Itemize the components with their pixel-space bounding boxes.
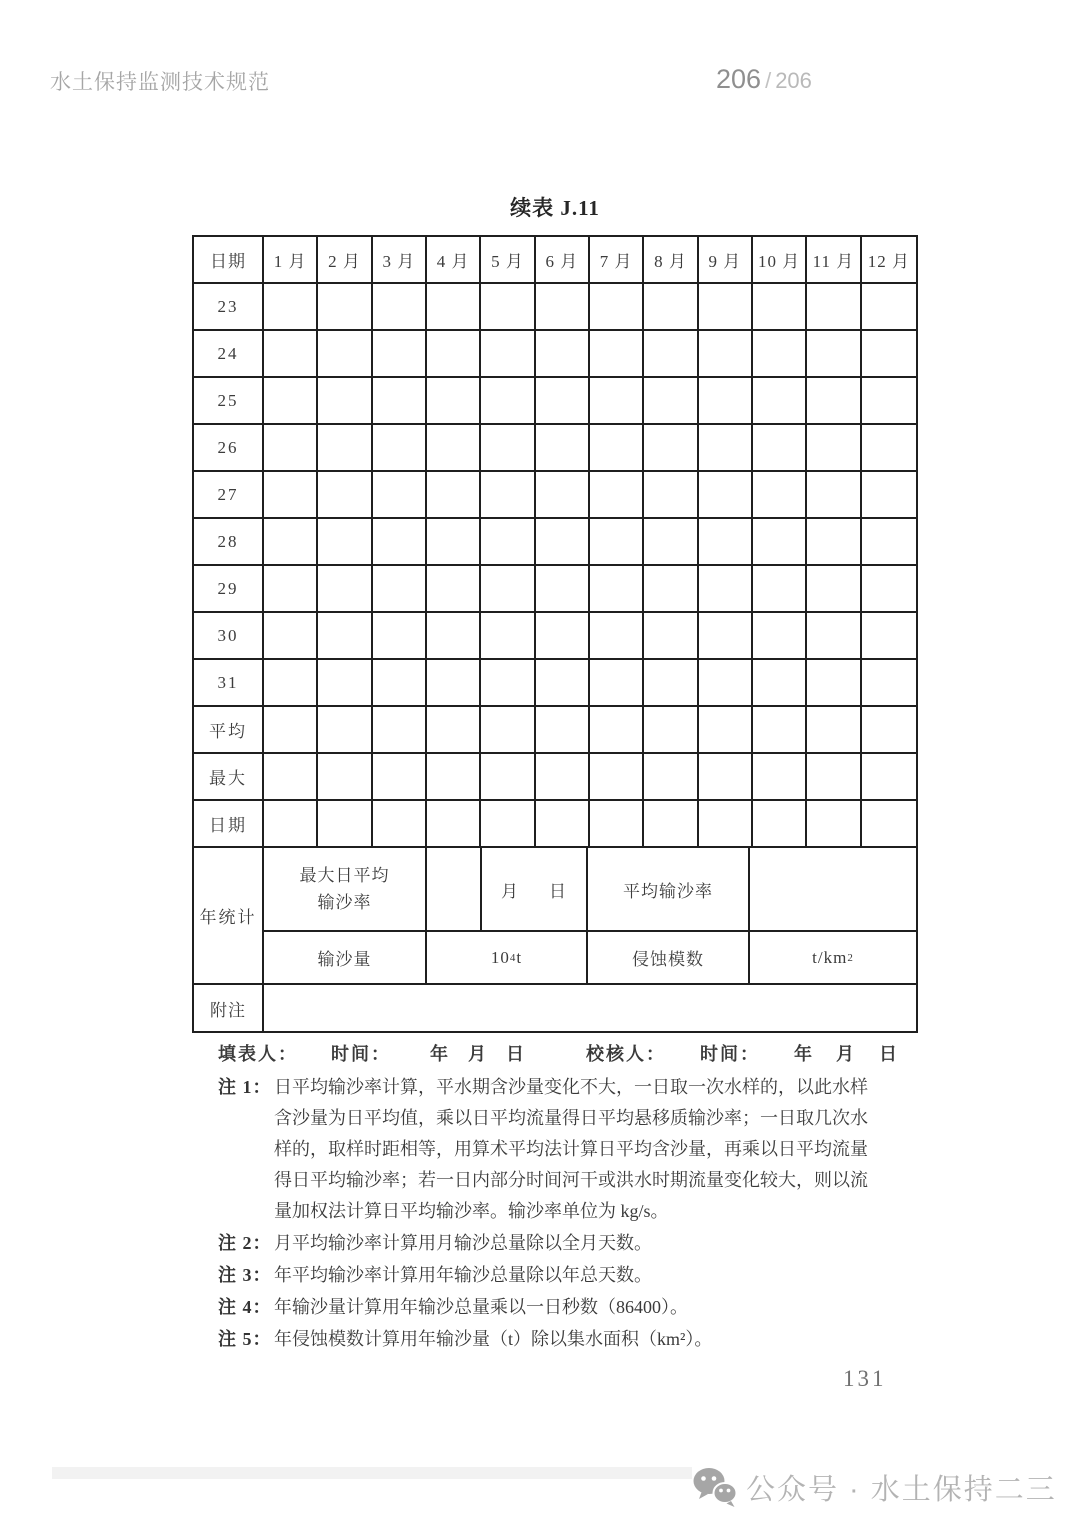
data-cell [481, 472, 535, 519]
note-label: 注 3： [218, 1265, 272, 1285]
data-cell [318, 284, 372, 331]
data-cell [699, 801, 753, 848]
data-cell [644, 284, 698, 331]
data-cell [427, 378, 481, 425]
note-item [218, 1292, 920, 1323]
data-cell [318, 519, 372, 566]
data-cell [427, 801, 481, 848]
data-cell [536, 613, 590, 660]
watermark-text: 公众号 · 水土保持二三 [746, 1473, 1057, 1506]
data-cell [481, 519, 535, 566]
data-cell [699, 754, 753, 801]
erosion-modulus-unit-cell: t/km 2 [750, 932, 916, 985]
checker-label: 校核人： [586, 1044, 666, 1064]
month-header-cell: 2 月 [318, 237, 372, 284]
data-cell [318, 331, 372, 378]
annual-stats-label-cell: 年统计 [194, 848, 264, 985]
note-line: 含沙量为日平均值，乘以日平均流量得日平均悬移质输沙率；一日取几次水 [274, 1108, 868, 1128]
check-year-label: 年 [794, 1044, 814, 1064]
data-cell [427, 707, 481, 754]
note-body [274, 1260, 652, 1291]
data-cell [264, 284, 318, 331]
data-cell [699, 472, 753, 519]
check-month-label: 月 [836, 1044, 856, 1064]
data-cell [590, 754, 644, 801]
data-cell [536, 707, 590, 754]
watermark-band [52, 1467, 692, 1479]
data-cell [318, 801, 372, 848]
sediment-unit-base: 10 [490, 947, 510, 967]
data-cell [753, 425, 807, 472]
page-indicator [716, 64, 812, 95]
data-cell [753, 519, 807, 566]
data-cell [590, 613, 644, 660]
data-cell [753, 660, 807, 707]
data-cell [644, 425, 698, 472]
note-item [218, 1260, 920, 1291]
note-body [274, 1324, 712, 1355]
data-cell [699, 613, 753, 660]
data-cell [862, 472, 916, 519]
data-cell [862, 566, 916, 613]
day-label-cell: 31 [194, 660, 264, 707]
sediment-load-label-cell: 输沙量 [264, 932, 427, 985]
page-current: 206 [716, 64, 762, 94]
watermark [692, 1466, 1057, 1508]
day-label-cell: 日期 [194, 801, 264, 848]
page-total: 206 [775, 68, 812, 93]
data-cell [862, 284, 916, 331]
data-cell [373, 331, 427, 378]
notes [218, 1072, 920, 1355]
data-cell [862, 331, 916, 378]
note-label: 注 2： [218, 1233, 272, 1253]
data-cell [536, 378, 590, 425]
data-cell [427, 566, 481, 613]
data-cell [536, 519, 590, 566]
month-header-cell: 12 月 [862, 237, 916, 284]
avg-rate-label-cell: 平均输沙率 [588, 848, 750, 932]
data-cell [644, 378, 698, 425]
data-cell [862, 613, 916, 660]
data-cell [318, 660, 372, 707]
month-header-cell: 8 月 [644, 237, 698, 284]
data-cell [536, 425, 590, 472]
data-cell [862, 378, 916, 425]
data-cell [807, 801, 861, 848]
note-label: 注 5： [218, 1329, 272, 1349]
data-cell [318, 707, 372, 754]
remark-grid [194, 985, 916, 1031]
max-daily-rate-line2: 输沙率 [317, 893, 372, 912]
data-cell [753, 331, 807, 378]
data-cell [373, 754, 427, 801]
month-header-cell: 1 月 [264, 237, 318, 284]
data-cell [318, 425, 372, 472]
day-label-cell: 24 [194, 331, 264, 378]
data-cell [318, 566, 372, 613]
data-cell [699, 519, 753, 566]
data-cell [862, 425, 916, 472]
data-cell [481, 425, 535, 472]
month-header-cell: 9 月 [699, 237, 753, 284]
note-line: 年平均输沙率计算用年输沙总量除以年总天数。 [274, 1265, 652, 1285]
day-label-cell: 25 [194, 378, 264, 425]
data-cell [373, 801, 427, 848]
avg-rate-value-cell [750, 848, 916, 932]
data-cell [699, 331, 753, 378]
day-label-cell: 最大 [194, 754, 264, 801]
filler-label: 填表人： [218, 1044, 298, 1064]
data-cell [481, 331, 535, 378]
data-cell [644, 707, 698, 754]
check-time-label: 时间： [700, 1044, 760, 1064]
month-char: 月 [501, 881, 519, 901]
data-cell [644, 754, 698, 801]
data-cell [807, 707, 861, 754]
day-label-cell: 27 [194, 472, 264, 519]
data-cell [427, 331, 481, 378]
data-cell [536, 331, 590, 378]
max-daily-rate-value-cell [427, 848, 482, 932]
note-line: 月平均输沙率计算用月输沙总量除以全月天数。 [274, 1233, 652, 1253]
data-cell [590, 801, 644, 848]
data-cell [373, 566, 427, 613]
data-cell [373, 660, 427, 707]
data-cell [481, 707, 535, 754]
sediment-unit-suffix: t [516, 947, 523, 967]
data-cell [807, 472, 861, 519]
day-char: 日 [549, 881, 567, 901]
data-cell [807, 378, 861, 425]
data-cell [862, 754, 916, 801]
data-cell [427, 660, 481, 707]
data-cell [536, 660, 590, 707]
check-day-label: 日 [879, 1044, 899, 1064]
month-header-cell: 3 月 [373, 237, 427, 284]
data-cell [862, 707, 916, 754]
data-cell [264, 519, 318, 566]
date-header-cell: 日期 [194, 237, 264, 284]
data-cell [644, 660, 698, 707]
month-header-cell: 5 月 [481, 237, 535, 284]
data-cell [862, 801, 916, 848]
data-cell [536, 284, 590, 331]
month-header-cell: 4 月 [427, 237, 481, 284]
note-label: 注 1： [218, 1077, 272, 1097]
data-cell [373, 284, 427, 331]
data-cell [807, 754, 861, 801]
data-cell [590, 472, 644, 519]
note-item [218, 1228, 920, 1259]
data-cell [373, 707, 427, 754]
data-cell [590, 660, 644, 707]
data-cell [264, 378, 318, 425]
daily-grid [194, 237, 916, 848]
data-cell [644, 472, 698, 519]
data-cell [264, 801, 318, 848]
data-cell [644, 566, 698, 613]
note-body [274, 1292, 688, 1323]
data-cell [427, 613, 481, 660]
fill-day-label: 日 [506, 1044, 526, 1064]
data-cell [264, 754, 318, 801]
signature-line [192, 1040, 918, 1066]
data-cell [644, 331, 698, 378]
note-line: 年输沙量计算用年输沙总量乘以一日秒数（86400）。 [274, 1297, 688, 1317]
data-cell [481, 378, 535, 425]
page-number: 131 [843, 1366, 887, 1391]
data-cell [536, 801, 590, 848]
data-cell [427, 284, 481, 331]
document-title: 水土保持监测技术规范 [50, 71, 270, 94]
max-daily-rate-line1: 最大日平均 [299, 866, 390, 885]
data-cell [753, 613, 807, 660]
data-cell [753, 378, 807, 425]
note-item [218, 1324, 920, 1355]
sediment-load-unit-cell: 10 4 t [427, 932, 588, 985]
data-cell [807, 566, 861, 613]
day-label-cell: 平均 [194, 707, 264, 754]
data-cell [481, 754, 535, 801]
note-line: 样的，取样时距相等，用算术平均法计算日平均含沙量，再乘以日平均流量 [274, 1139, 868, 1159]
day-label-cell: 28 [194, 519, 264, 566]
data-cell [807, 519, 861, 566]
data-cell [753, 284, 807, 331]
wechat-icon [692, 1466, 738, 1508]
data-cell [264, 331, 318, 378]
data-cell [481, 566, 535, 613]
data-cell [753, 472, 807, 519]
data-cell [644, 801, 698, 848]
data-cell [536, 754, 590, 801]
data-cell [590, 378, 644, 425]
data-cell [427, 472, 481, 519]
data-cell [590, 566, 644, 613]
data-cell [807, 425, 861, 472]
data-cell [590, 425, 644, 472]
data-cell [264, 472, 318, 519]
data-cell [481, 660, 535, 707]
data-cell [862, 660, 916, 707]
month-day-cell [482, 848, 588, 932]
data-cell [264, 613, 318, 660]
data-cell [481, 284, 535, 331]
data-cell [807, 331, 861, 378]
data-cell [373, 519, 427, 566]
data-cell [318, 754, 372, 801]
data-cell [753, 754, 807, 801]
data-cell [644, 519, 698, 566]
data-cell [318, 378, 372, 425]
fill-time-label: 时间： [331, 1044, 391, 1064]
data-cell [699, 660, 753, 707]
data-cell [699, 707, 753, 754]
data-cell [699, 425, 753, 472]
day-label-cell: 26 [194, 425, 264, 472]
data-cell [373, 378, 427, 425]
remark-value-cell [264, 985, 916, 1031]
data-cell [264, 660, 318, 707]
data-cell [807, 660, 861, 707]
data-cell [481, 613, 535, 660]
data-cell [264, 707, 318, 754]
data-cell [481, 801, 535, 848]
data-cell [318, 613, 372, 660]
data-cell [753, 566, 807, 613]
annual-stats-grid [194, 848, 916, 985]
day-label-cell: 29 [194, 566, 264, 613]
data-cell [807, 284, 861, 331]
note-line: 年侵蚀模数计算用年输沙量（t）除以集水面积（km²）。 [274, 1329, 713, 1349]
note-body [274, 1228, 652, 1259]
sediment-table [192, 235, 918, 1033]
erosion-unit-base: t/km [812, 947, 848, 967]
erosion-modulus-label-cell: 侵蚀模数 [588, 932, 750, 985]
month-header-cell: 7 月 [590, 237, 644, 284]
day-label-cell: 30 [194, 613, 264, 660]
data-cell [753, 707, 807, 754]
data-cell [590, 331, 644, 378]
data-cell [862, 519, 916, 566]
data-cell [536, 566, 590, 613]
data-cell [318, 472, 372, 519]
month-header-cell: 10 月 [753, 237, 807, 284]
page-separator: / [765, 68, 772, 93]
note-line: 得日平均输沙率；若一日内部分时间河干或洪水时期流量变化较大，则以流 [274, 1170, 868, 1190]
data-cell [264, 566, 318, 613]
data-cell [373, 613, 427, 660]
day-label-cell: 23 [194, 284, 264, 331]
note-line: 日平均输沙率计算，平水期含沙量变化不大，一日取一次水样的，以此水样 [274, 1077, 868, 1097]
data-cell [373, 425, 427, 472]
note-line: 量加权法计算日平均输沙率。输沙率单位为 kg/s。 [274, 1201, 669, 1221]
data-cell [590, 707, 644, 754]
data-cell [264, 425, 318, 472]
note-body [274, 1072, 868, 1227]
data-cell [699, 378, 753, 425]
data-cell [590, 284, 644, 331]
data-cell [427, 519, 481, 566]
data-cell [753, 801, 807, 848]
data-cell [590, 519, 644, 566]
data-cell [644, 613, 698, 660]
note-label: 注 4： [218, 1297, 272, 1317]
note-item [218, 1072, 920, 1227]
data-cell [699, 284, 753, 331]
month-header-cell: 6 月 [536, 237, 590, 284]
data-cell [427, 425, 481, 472]
data-cell [699, 566, 753, 613]
fill-month-label: 月 [468, 1044, 488, 1064]
fill-year-label: 年 [430, 1044, 450, 1064]
data-cell [373, 472, 427, 519]
table-title: 续表 J.11 [510, 196, 600, 220]
data-cell [807, 613, 861, 660]
max-daily-rate-label-cell [264, 848, 427, 932]
remark-label-cell: 附注 [194, 985, 264, 1031]
data-cell [427, 754, 481, 801]
data-cell [536, 472, 590, 519]
month-header-cell: 11 月 [807, 237, 861, 284]
